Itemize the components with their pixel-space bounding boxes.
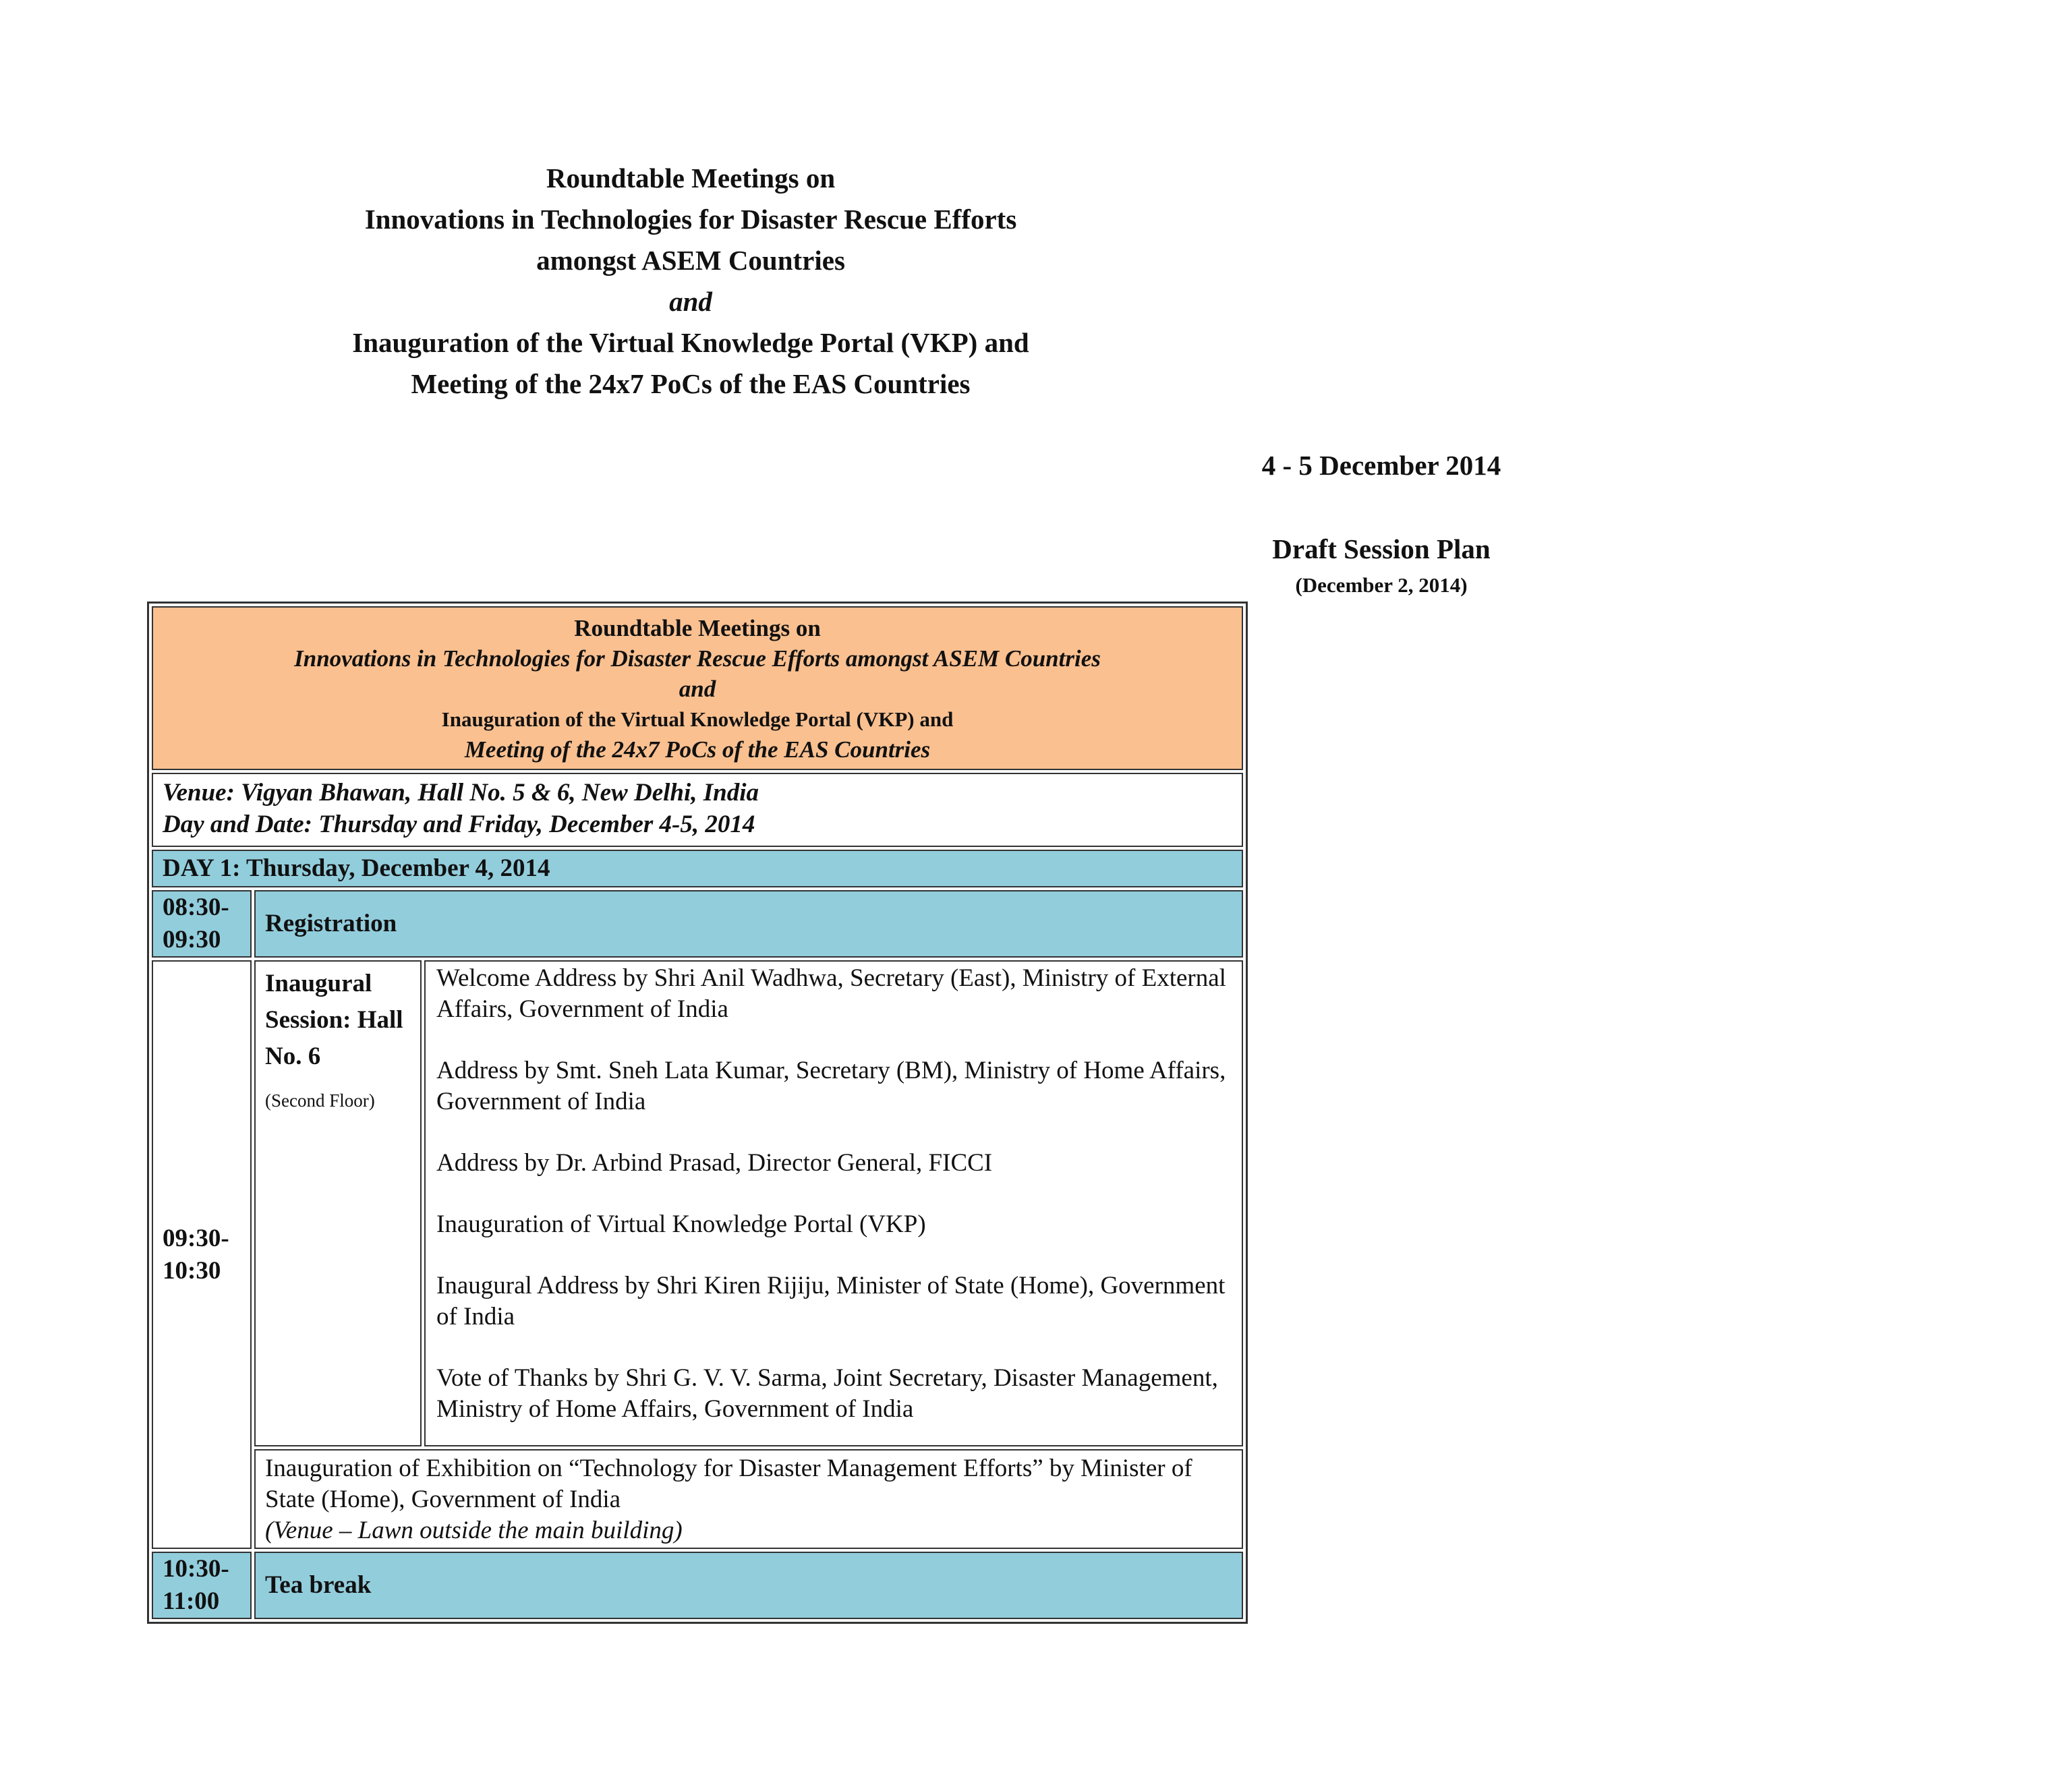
time-start: 10:30- bbox=[163, 1555, 229, 1583]
banner-row bbox=[152, 606, 1243, 770]
day-date-text: Day and Date: Thursday and Friday, December 4-5, 2014 bbox=[163, 811, 755, 838]
inaugural-program bbox=[424, 960, 1243, 1446]
program-item: Address by Smt. Sneh Lata Kumar, Secretary (BM), Ministry of Home Affairs, Government of India bbox=[436, 1057, 1226, 1115]
registration-time bbox=[152, 890, 252, 958]
time-end: 11:00 bbox=[163, 1587, 220, 1615]
banner-line-1: Roundtable Meetings on bbox=[574, 615, 821, 641]
plan-title: Draft Session Plan bbox=[1272, 533, 1491, 564]
program-item: Inauguration of Virtual Knowledge Portal (VKP) bbox=[436, 1210, 926, 1238]
inaugural-session-title bbox=[254, 960, 422, 1446]
title-line-4: and bbox=[669, 286, 712, 317]
time-end: 09:30 bbox=[163, 926, 221, 954]
session-plan-table bbox=[147, 602, 1248, 1624]
banner-line-3: and bbox=[679, 676, 716, 702]
banner-line-4: Inauguration of the Virtual Knowledge Portal (VKP) and bbox=[441, 707, 954, 731]
venue-text: Venue: Vigyan Bhawan, Hall No. 5 & 6, New Delhi, India bbox=[163, 779, 759, 807]
session-title-text: Inaugural Session: Hall No. 6 bbox=[265, 970, 403, 1070]
table-row bbox=[152, 1552, 1243, 1619]
day1-row bbox=[152, 850, 1243, 887]
table-row bbox=[152, 960, 1243, 1446]
program-item: Vote of Thanks by Shri G. V. V. Sarma, Joint Secretary, Disaster Management, Ministry of Home Affairs, Government of India bbox=[436, 1364, 1218, 1423]
tea-time bbox=[152, 1552, 252, 1619]
program-item: Welcome Address by Shri Anil Wadhwa, Secretary (East), Ministry of External Affairs, Government of India bbox=[436, 964, 1226, 1023]
event-dates: 4 - 5 December 2014 bbox=[1261, 450, 1501, 481]
exhibition-text: Inauguration of Exhibition on “Technology for Disaster Management Efforts” by Minister of State (Home), Government of India bbox=[265, 1455, 1192, 1513]
exhibition-venue: (Venue – Lawn outside the main building) bbox=[265, 1517, 683, 1544]
banner-line-2: Innovations in Technologies for Disaster Rescue Efforts amongst ASEM Countries bbox=[294, 645, 1101, 672]
table-banner bbox=[152, 606, 1243, 770]
program-item: Inaugural Address by Shri Kiren Rijiju, Minister of State (Home), Government of India bbox=[436, 1272, 1226, 1330]
registration-label: Registration bbox=[254, 890, 1243, 958]
venue-row bbox=[152, 773, 1243, 847]
session-floor: (Second Floor) bbox=[265, 1090, 375, 1111]
tea-break-label: Tea break bbox=[254, 1552, 1243, 1619]
title-line-6: Meeting of the 24x7 PoCs of the EAS Countries bbox=[411, 368, 971, 399]
day1-heading: DAY 1: Thursday, December 4, 2014 bbox=[152, 850, 1243, 887]
exhibition-cell bbox=[254, 1449, 1243, 1549]
table-row bbox=[152, 890, 1243, 958]
time-start: 08:30- bbox=[163, 894, 229, 921]
revision-date: (December 2, 2014) bbox=[1295, 573, 1468, 597]
program-item: Address by Dr. Arbind Prasad, Director General, FICCI bbox=[436, 1149, 993, 1177]
title-line-5: Inauguration of the Virtual Knowledge Portal (VKP) and bbox=[352, 327, 1029, 358]
venue-cell bbox=[152, 773, 1243, 847]
banner-line-5: Meeting of the 24x7 PoCs of the EAS Countries bbox=[464, 736, 931, 763]
time-start: 09:30- bbox=[163, 1224, 229, 1252]
inaugural-time bbox=[152, 960, 252, 1549]
table-row bbox=[152, 1449, 1243, 1549]
title-line-1: Roundtable Meetings on bbox=[546, 163, 836, 194]
title-line-2: Innovations in Technologies for Disaster Rescue Efforts bbox=[364, 204, 1017, 235]
title-line-3: amongst ASEM Countries bbox=[536, 245, 845, 276]
time-end: 10:30 bbox=[163, 1256, 221, 1285]
